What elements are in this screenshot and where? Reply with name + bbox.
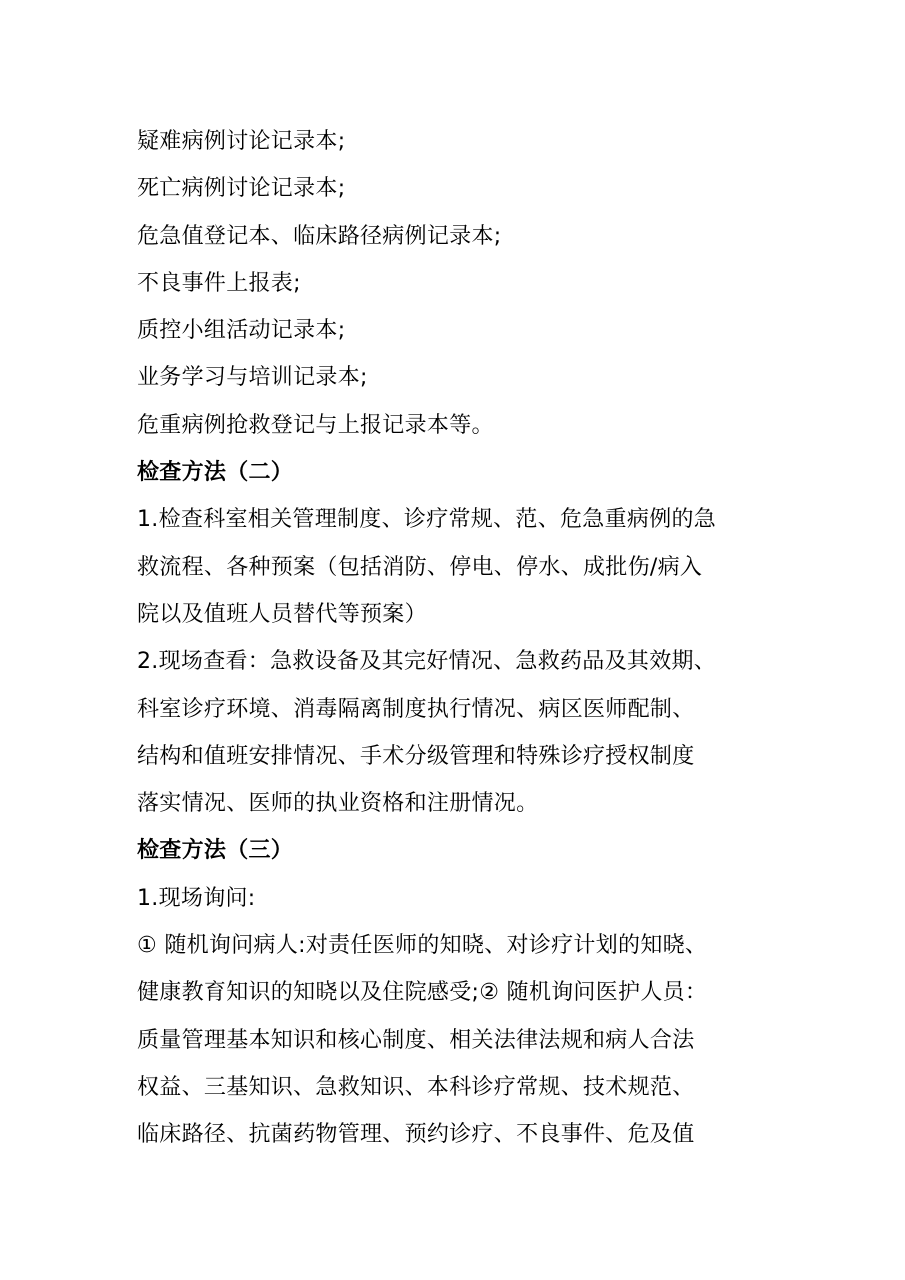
paragraph-line: 健康教育知识的知晓以及住院感受;② 随机询问医护人员： bbox=[137, 980, 708, 1006]
list-item-critical-value-record: 危急值登记本、临床路径病例记录本; bbox=[137, 223, 502, 249]
list-item-death-case-record: 死亡病例讨论记录本; bbox=[137, 176, 346, 202]
paragraph-line: 1.检查科室相关管理制度、诊疗常规、范、危急重病例的急 bbox=[137, 507, 717, 533]
paragraph-line: 2.现场查看：急救设备及其完好情况、急救药品及其效期、 bbox=[137, 649, 717, 675]
section-heading-method-2: 检查方法（二） bbox=[137, 460, 294, 486]
paragraph-line: 院以及值班人员替代等预案） bbox=[137, 601, 427, 627]
paragraph-line: 救流程、各种预案（包括消防、停电、停水、成批伤/病入 bbox=[137, 554, 703, 580]
list-item-training-record: 业务学习与培训记录本; bbox=[137, 365, 368, 391]
list-item-rescue-record: 危重病例抢救登记与上报记录本等。 bbox=[137, 412, 494, 438]
document-page bbox=[137, 118, 777, 1159]
paragraph-line: 临床路径、抗菌药物管理、预约诊疗、不良事件、危及值 bbox=[137, 1122, 695, 1148]
paragraph-line: 权益、三基知识、急救知识、本科诊疗常规、技术规范、 bbox=[137, 1074, 695, 1100]
list-item-difficult-case-record: 疑难病例讨论记录本; bbox=[137, 129, 346, 154]
list-item-adverse-event-report: 不良事件上报表; bbox=[137, 270, 301, 296]
paragraph-line: 落实情况、医师的执业资格和注册情况。 bbox=[137, 791, 539, 817]
paragraph-line: 结构和值班安排情况、手术分级管理和特殊诊疗授权制度 bbox=[137, 743, 695, 769]
list-item-qc-group-record: 质控小组活动记录本; bbox=[137, 318, 346, 344]
paragraph-line: ① 随机询问病人:对责任医师的知晓、对诊疗计划的知晓、 bbox=[137, 933, 708, 959]
section-heading-method-3: 检查方法（三） bbox=[137, 838, 294, 864]
paragraph-line: 科室诊疗环境、消毒隔离制度执行情况、病区医师配制、 bbox=[137, 696, 695, 722]
paragraph-line: 质量管理基本知识和核心制度、相关法律法规和病人合法 bbox=[137, 1027, 695, 1053]
paragraph-line: 1.现场询问: bbox=[137, 885, 256, 911]
